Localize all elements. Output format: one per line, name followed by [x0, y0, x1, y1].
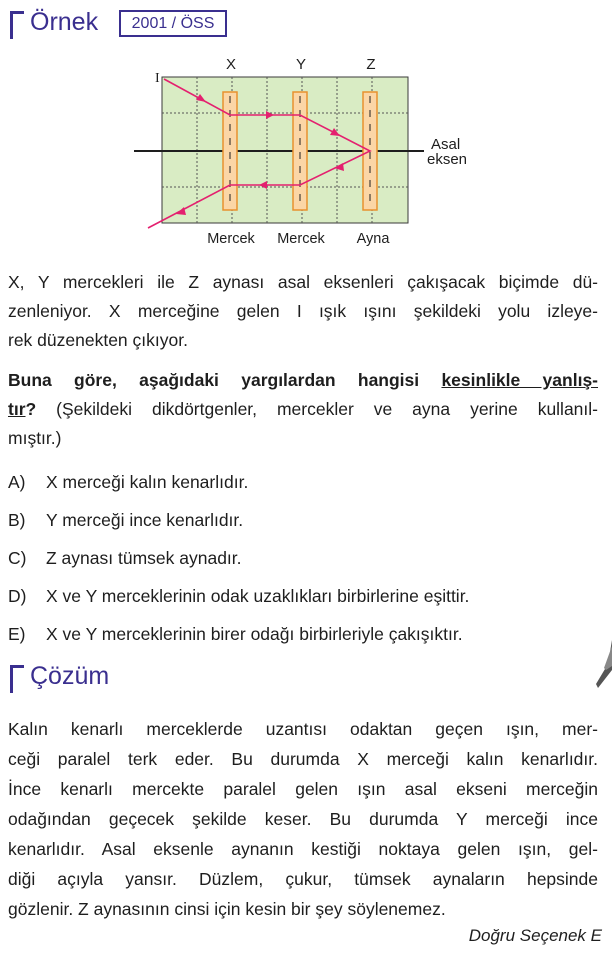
question-line: zenleniyor. X merceğine gelen I ışık ışını şekildeki yolu izleye- [8, 301, 598, 321]
prompt-underlined-2: tır [8, 399, 26, 419]
solution-line: kenarlıdır. Asal eksenle aynanın kestiği noktaya gelen ışın, gel- [8, 839, 598, 859]
heading-bracket [10, 665, 24, 693]
solution-line: gözlenir. Z aynasının cinsi için kesin bir şey söylenemez. [8, 899, 446, 919]
option-text: X merceği kalın kenarlıdır. [46, 472, 249, 492]
prompt-line-3: mıştır.) [8, 428, 62, 448]
correct-answer: Doğru Seçenek E [468, 926, 602, 945]
option-letter: C) [8, 548, 27, 568]
question-line: X, Y mercekleri ile Z aynası asal eksenleri çakışacak biçimde dü- [8, 272, 598, 292]
solution-line: Kalın kenarlı merceklerde uzantısı odaktan geçen ışın, mer- [8, 719, 598, 739]
example-heading [10, 4, 98, 40]
optics-diagram [128, 50, 478, 255]
prompt-question-mark: ? [25, 399, 37, 419]
axis-label-line2: eksen [427, 151, 468, 168]
bottom-label-x: Mercek [207, 231, 255, 247]
pencil-icon [596, 640, 612, 690]
option-text: Z aynası tümsek aynadır. [46, 548, 242, 568]
lens-y [293, 92, 307, 210]
prompt-bold: Buna göre, aşağıdaki yargılardan hangisi [8, 370, 442, 390]
solution-text [8, 714, 598, 924]
option-b[interactable] [8, 510, 243, 531]
option-c[interactable] [8, 548, 242, 569]
prompt-underlined: kesinlikle yanlış- [441, 370, 599, 390]
source-badge: 2001 / ÖSS [119, 10, 227, 37]
axis-label-line1: Asal [431, 136, 461, 153]
prompt-line-2 [8, 395, 598, 424]
option-text: X ve Y merceklerinin birer odağı birbirleriyle çakışıktır. [46, 624, 463, 644]
solution-line: diği açıyla yansır. Düzlem, çukur, tümsek aynaların hepsinde [8, 869, 598, 889]
solution-heading [10, 658, 109, 694]
option-d[interactable] [8, 586, 469, 607]
prompt-line-1 [8, 366, 598, 395]
bottom-label-y: Mercek [277, 231, 325, 247]
lens-x [223, 92, 237, 210]
option-letter: E) [8, 624, 26, 644]
solution-line: ceği paralel terk eder. Bu durumda X merceği kalın kenarlıdır. [8, 749, 598, 769]
option-letter: D) [8, 586, 27, 606]
option-text: X ve Y merceklerinin odak uzaklıkları birbirlerine eşittir. [46, 586, 470, 606]
option-letter: A) [8, 472, 26, 492]
option-text: Y merceği ince kenarlıdır. [46, 510, 244, 530]
option-letter: B) [8, 510, 26, 530]
solution-line: İnce kenarlı mercekte paralel gelen ışın asal ekseni merceğin [8, 779, 598, 799]
option-e[interactable] [8, 624, 463, 645]
example-title: Örnek [30, 7, 99, 36]
solution-line: odağından geçecek şekilde keser. Bu durumda Y merceği ince [8, 809, 598, 829]
option-a[interactable] [8, 472, 248, 493]
question-line: rek düzenekten çıkıyor. [8, 330, 188, 350]
col-label-z: Z [366, 56, 376, 73]
col-label-y: Y [295, 56, 307, 73]
question-prompt [8, 366, 598, 453]
heading-bracket [10, 11, 24, 39]
bottom-label-z: Ayna [356, 231, 390, 247]
prompt-note: (Şekildeki dikdörtgenler, mercekler ve ayna yerine kullanıl- [36, 399, 598, 419]
solution-title: Çözüm [30, 661, 110, 690]
question-text [8, 268, 598, 355]
col-label-x: X [225, 56, 237, 73]
ray-label-i: I [155, 71, 160, 86]
